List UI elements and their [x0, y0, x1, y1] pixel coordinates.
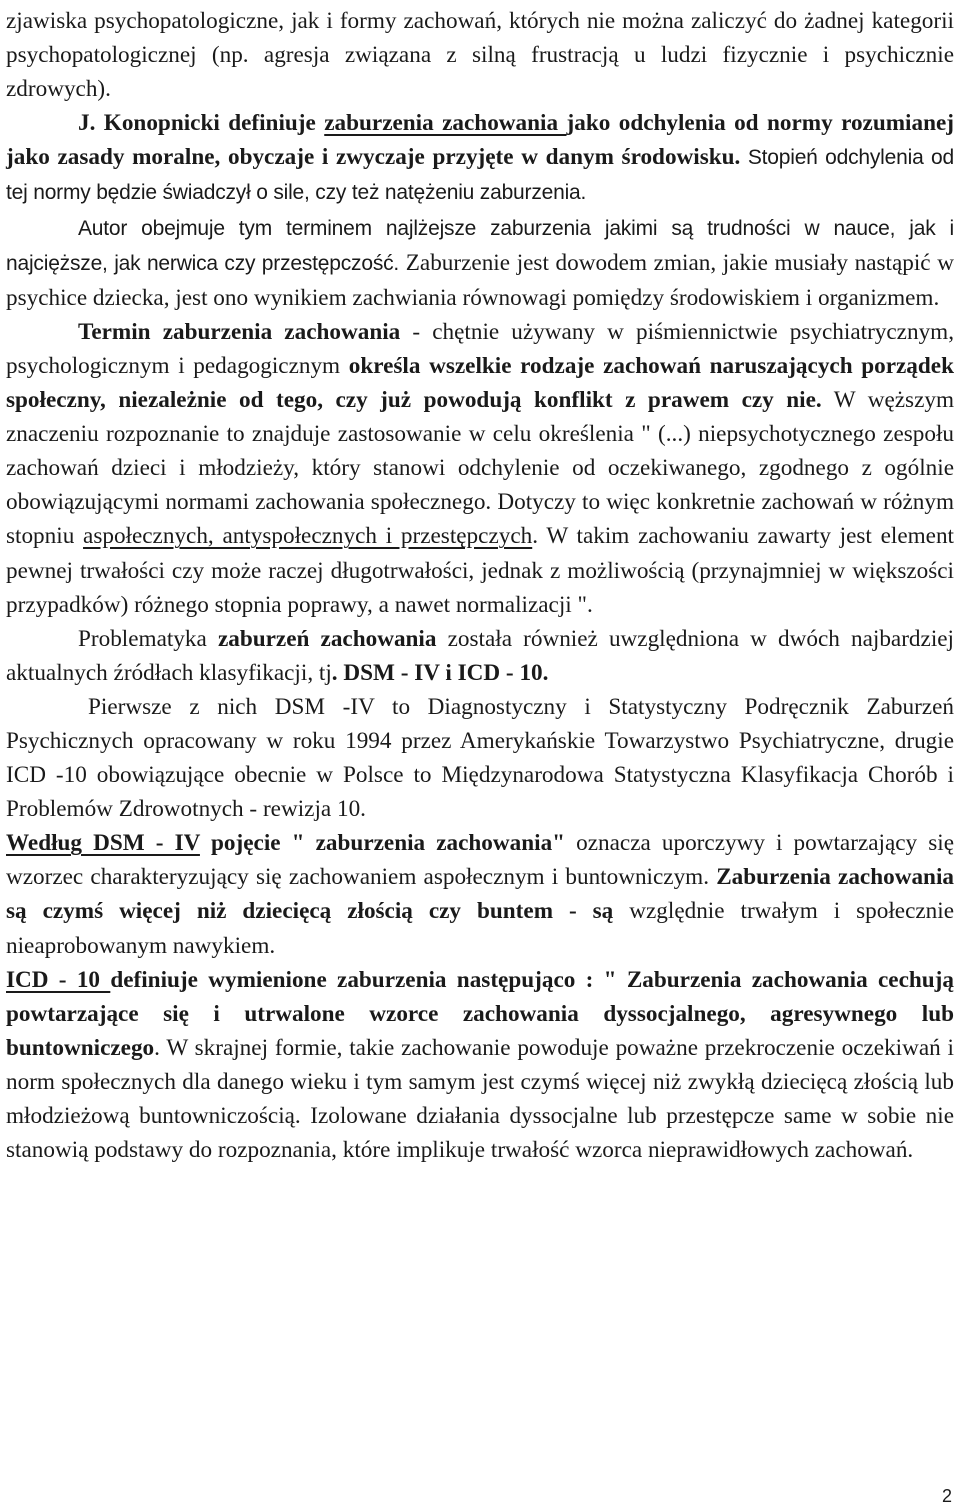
- problematics-start: Problematyka: [78, 625, 218, 652]
- dsm-iv-definition: oznacza uporczywy i powtarzający się wzorzec charakteryzujący się zachowaniem aspołecznym i buntowniczym.: [6, 830, 955, 891]
- dsm-iv-concept: pojęcie " zaburzenia zachowania": [199, 830, 566, 857]
- term-definition-bold: określa wszelkie rodzaje zachowań naruszających porządek społeczny, niezależnie od tego, czy już powodują konflikt z prawem czy nie.: [6, 352, 954, 414]
- problematics-middle: została również uwzględniona w dwóch najbardziej aktualnych źródłach klasyfikacji, tj: [6, 625, 954, 686]
- icd-10-heading: ICD - 10: [6, 966, 111, 993]
- konopnicki-definition-start: J. Konopnicki definiuje: [78, 110, 325, 137]
- behavior-types-underlined: aspołecznych, antyspołecznych i przestępczych: [83, 523, 533, 550]
- term-heading: Termin zaburzenia zachowania: [78, 318, 401, 345]
- classifications-bold: . DSM - IV i ICD - 10.: [331, 659, 549, 686]
- disorder-evidence-text: Zaburzenie jest dowodem zmian, jakie musiały nastąpić w psychice dziecka, jest ono wynikiem zachwiania równowagi pomiędzy środowiskiem i organizmem.: [6, 249, 954, 311]
- konopnicki-definition-end: jako odchylenia od normy rozumianej jako zasady moralne, obyczaje i zwyczaje przyjęte w danym środowisku.: [6, 110, 955, 171]
- term-narrow-meaning: W węższym znaczeniu rozpoznanie to znajduje zastosowanie w celu określenia " (...) niepsychotycznego zespołu zachowań dzieci i młodzieży, który stanowi odchylenie od oczekiwanego, zgodnego z ogólnie obowiązującymi normami zachowania społecznego. Dotyczy to więc konkretnie zachowań w różnym stopniu: [6, 387, 954, 550]
- paragraph-author-scope: [6, 211, 954, 315]
- intro-text: zjawiska psychopatologiczne, jak i formy zachowań, których nie można zaliczyć do żadnej kategorii psychopatologicznej (np. agresja związana z silną frustracją u ludzi fizycznie i psychicznie zdrowych).: [6, 8, 954, 103]
- dsm-iv-habit: względnie trwałym i społecznie nieaprobowanym nawykiem.: [6, 898, 954, 959]
- paragraph-dsm-icd-origin: [6, 690, 954, 826]
- author-scope-text: Autor obejmuje tym terminem najlżejsze zaburzenia jakimi są trudności w nauce, jak i najcięższe, jak nerwica czy przestępczość.: [6, 216, 954, 275]
- dsm-icd-origin-text: Pierwsze z nich DSM -IV to Diagnostyczny i Statystyczny Podręcznik Zaburzeń Psychicznych opracowany w roku 1994 przez Amerykańskie Towarzystwo Psychiatryczne, drugie ICD -10 obowiązujące obecnie w Polsce to Międzynarodowa Statystyczna Klasyfikacja Chorób i Problemów Zdrowotnych - rewizja 10.: [6, 693, 954, 823]
- paragraph-konopnicki: [6, 106, 954, 210]
- problematics-term: zaburzeń zachowania: [217, 625, 437, 652]
- term-usage-text: - chętnie używany w piśmiennictwie psychiatrycznym, psychologicznym i pedagogicznym: [6, 318, 954, 379]
- konopnicki-degree-text: Stopień odchylenia od tej normy będzie świadczył o sile, czy też natężeniu zaburzenia.: [6, 146, 954, 205]
- icd-10-definition-bold: definiuje wymienione zaburzenia następująco : " Zaburzenia zachowania cechują powtarzające się i utrwalone wzorce zachowania dyssocjalnego, agresywnego lub buntowniczego: [6, 966, 954, 1061]
- paragraph-problematics: [6, 622, 954, 690]
- paragraph-intro: [6, 4, 954, 106]
- page-number: 2: [941, 1486, 952, 1506]
- konopnicki-term: zaburzenia zachowania: [324, 110, 567, 137]
- icd-10-definition-rest: . W skrajnej formie, takie zachowanie powoduje poważne przekroczenie oczekiwań i norm społecznych dla danego wieku i tym samym jest czymś więcej niż zwykłą dziecięcą złością lub młodzieżową buntowniczością. Izolowane działania dyssocjalne lub przestępcze same w sobie nie stanowią podstawy do rozpoznania, które implikuje trwałość wzorca nieprawidłowych zachowań.: [6, 1034, 954, 1164]
- document-page: [6, 4, 954, 1167]
- paragraph-icd-10: [6, 963, 954, 1168]
- dsm-iv-heading: Według DSM - IV: [6, 830, 200, 857]
- paragraph-term-definition: [6, 315, 954, 622]
- paragraph-dsm-iv: [6, 826, 954, 962]
- dsm-iv-emphasis: Zaburzenia zachowania są czymś więcej niż dziecięcą złością czy buntem - są: [6, 864, 954, 925]
- term-persistence-text: . W takim zachowaniu zawarty jest element pewnej trwałości czy może raczej długotrwałości, jednak z możliwością (przynajmniej w większości przypadków) różnego stopnia poprawy, a nawet normalizacji ".: [6, 523, 954, 618]
